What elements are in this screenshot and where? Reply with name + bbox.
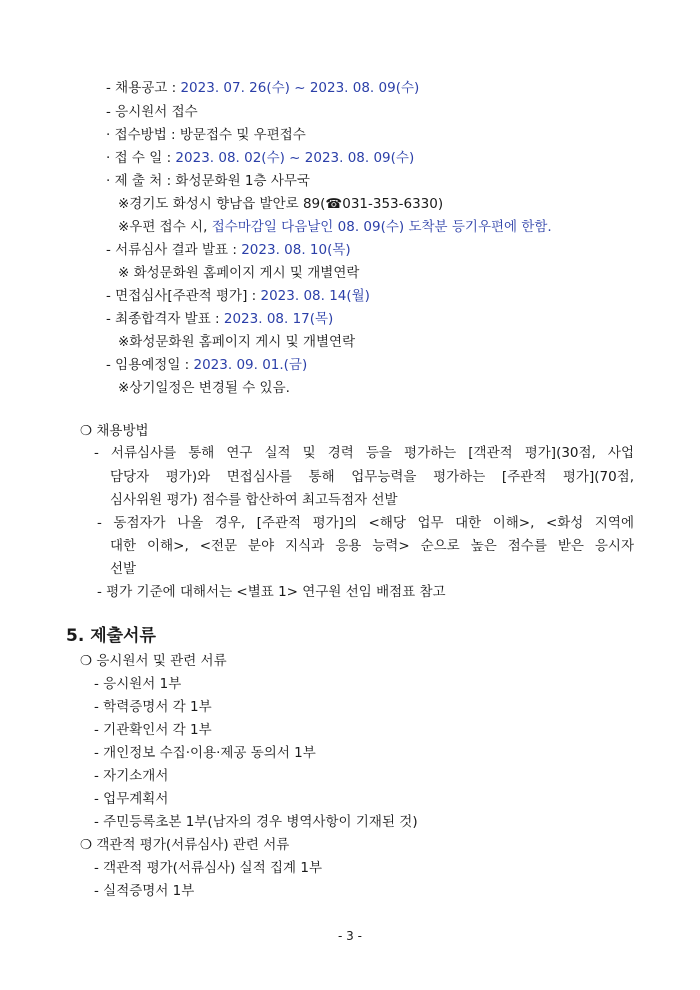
docs-group2-item: - 객관적 평가(서류심사) 실적 집계 1부 (94, 860, 323, 876)
schedule-mail-note: ※우편 접수 시, 접수마감일 다음날인 08. 09(수) 도착분 등기우편에 한함. (118, 219, 552, 235)
docs-group2-item: - 실적증명서 1부 (94, 883, 195, 899)
method-para1-line3: 심사위원 평가) 점수를 합산하여 최고득점자 선발 (110, 492, 398, 508)
method-para1-line1: - 서류심사를 통해 연구 실적 및 경력 등을 평가하는 [객관적 평가](30점, 사업 (94, 445, 634, 461)
schedule-receipt: - 응시원서 접수 (106, 104, 198, 120)
schedule-date: · 접 수 일 : 2023. 08. 02(수) ~ 2023. 08. 09(수) (106, 150, 415, 166)
method-title: ❍ 채용방법 (80, 423, 149, 439)
schedule-doc-result: - 서류심사 결과 발표 : 2023. 08. 10(목) (106, 242, 351, 258)
docs-heading: 5. 제출서류 (66, 626, 156, 646)
schedule-posting: - 채용공고 : 2023. 07. 26(수) ~ 2023. 08. 09(수) (106, 80, 420, 96)
schedule-method: · 접수방법 : 방문접수 및 우편접수 (106, 127, 306, 143)
method-para3: - 평가 기준에 대해서는 <별표 1> 연구원 선임 배점표 참고 (97, 584, 446, 600)
page-number: - 3 - (338, 929, 362, 943)
schedule-doc-result-note: ※ 화성문화원 홈페이지 게시 및 개별연락 (118, 265, 360, 281)
schedule-change-note: ※상기일정은 변경될 수 있음. (118, 380, 290, 396)
docs-group1-item: - 기관확인서 각 1부 (94, 722, 212, 738)
docs-group1-item: - 업무계획서 (94, 791, 169, 807)
schedule-appoint: - 임용예정일 : 2023. 09. 01.(금) (106, 357, 308, 373)
docs-group1-item: - 학력증명서 각 1부 (94, 699, 212, 715)
schedule-interview: - 면접심사[주관적 평가] : 2023. 08. 14(월) (106, 288, 370, 304)
method-para2-line1: - 동점자가 나올 경우, [주관적 평가]의 <해당 업무 대한 이해>, <화성 지역에 (97, 515, 634, 531)
schedule-final-note: ※화성문화원 홈페이지 게시 및 개별연락 (118, 334, 356, 350)
method-para1-line2: 담당자 평가)와 면접심사를 통해 업무능력을 평가하는 [주관적 평가](70점, (110, 469, 634, 485)
docs-group1-item: - 개인정보 수집·이용·제공 동의서 1부 (94, 745, 316, 761)
docs-group2-title: ❍ 객관적 평가(서류심사) 관련 서류 (80, 837, 290, 853)
docs-group1-title: ❍ 응시원서 및 관련 서류 (80, 653, 227, 669)
method-para2-line3: 선발 (110, 561, 137, 577)
method-para2-line2: 대한 이해>, <전문 분야 지식과 응용 능력> 순으로 높은 점수를 받은 응시자 (110, 538, 634, 554)
schedule-final: - 최종합격자 발표 : 2023. 08. 17(목) (106, 311, 334, 327)
schedule-address: ※경기도 화성시 향남읍 발안로 89(☎031-353-6330) (118, 196, 444, 212)
schedule-place: · 제 출 처 : 화성문화원 1층 사무국 (106, 173, 310, 189)
docs-group1-item: - 주민등록초본 1부(남자의 경우 병역사항이 기재된 것) (94, 814, 418, 830)
docs-group1-item: - 응시원서 1부 (94, 676, 182, 692)
docs-group1-item: - 자기소개서 (94, 768, 169, 784)
